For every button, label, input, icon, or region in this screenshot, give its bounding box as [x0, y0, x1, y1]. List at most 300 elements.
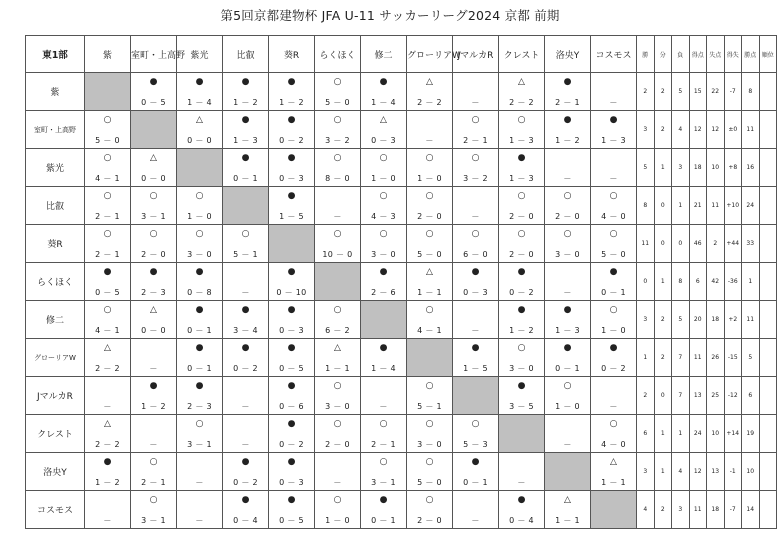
result-mark: ●	[195, 77, 204, 87]
result-mark: ○	[333, 77, 342, 87]
result-mark: ●	[379, 77, 388, 87]
result-cell	[269, 149, 315, 187]
result-mark: △	[610, 457, 617, 467]
league-table	[25, 35, 777, 529]
result-cell	[545, 339, 591, 377]
stat-cell: 11	[742, 301, 760, 339]
result-cell	[131, 149, 177, 187]
match-score: 0 － 1	[463, 478, 488, 487]
stat-cell: +44	[724, 225, 742, 263]
result-cell	[453, 301, 499, 339]
result-cell	[131, 415, 177, 453]
result-mark: ○	[563, 381, 572, 391]
result-cell	[545, 491, 591, 529]
team-name: 紫光	[26, 149, 85, 187]
result-cell	[177, 491, 223, 529]
result-mark: ○	[103, 229, 112, 239]
result-mark: ○	[149, 229, 158, 239]
stat-cell: 2	[654, 491, 672, 529]
result-cell	[269, 491, 315, 529]
result-cell	[545, 73, 591, 111]
result-mark: ●	[241, 77, 250, 87]
match-score: 1 － 5	[463, 364, 488, 373]
result-cell	[591, 339, 637, 377]
result-cell	[223, 415, 269, 453]
match-score: 1 － 2	[233, 98, 258, 107]
self-match-cell	[131, 111, 177, 149]
result-cell	[499, 263, 545, 301]
result-cell	[177, 73, 223, 111]
match-score: 0 － 1	[371, 516, 396, 525]
stat-cell: 33	[742, 225, 760, 263]
self-match-cell	[453, 377, 499, 415]
match-score: －	[609, 174, 618, 183]
result-cell	[177, 415, 223, 453]
result-mark: ○	[379, 457, 388, 467]
stat-cell: 8	[742, 73, 760, 111]
result-mark: ○	[517, 229, 526, 239]
stat-cell: -1	[724, 453, 742, 491]
column-header: グローリアW	[407, 36, 453, 73]
stat-cell: 7	[672, 377, 690, 415]
match-score: 1 － 0	[187, 212, 212, 221]
result-cell	[591, 73, 637, 111]
result-mark: ●	[241, 343, 250, 353]
result-mark: ○	[471, 153, 480, 163]
result-cell	[177, 225, 223, 263]
match-score: 2 － 0	[417, 212, 442, 221]
match-score: 1 － 0	[555, 402, 580, 411]
result-mark: ○	[195, 191, 204, 201]
result-cell	[361, 377, 407, 415]
result-cell	[361, 73, 407, 111]
result-mark: ○	[379, 419, 388, 429]
result-mark: ●	[287, 457, 296, 467]
result-cell	[591, 415, 637, 453]
result-mark: ○	[609, 419, 618, 429]
stat-cell: +10	[724, 187, 742, 225]
match-score: 1 － 3	[509, 136, 534, 145]
match-score: －	[379, 402, 388, 411]
result-cell	[131, 187, 177, 225]
team-name: クレスト	[26, 415, 85, 453]
match-score: 5 － 0	[601, 250, 626, 259]
match-score: 3 － 1	[141, 516, 166, 525]
stat-header: 得失	[724, 36, 742, 73]
stat-cell: 0	[654, 187, 672, 225]
result-cell	[315, 339, 361, 377]
stat-cell: 2	[637, 377, 655, 415]
team-row	[26, 149, 777, 187]
match-score: 4 － 0	[601, 440, 626, 449]
stat-cell: 22	[707, 73, 725, 111]
match-score: －	[471, 212, 480, 221]
stat-cell	[759, 491, 777, 529]
stat-header: 勝点	[742, 36, 760, 73]
result-mark: ●	[287, 153, 296, 163]
result-cell	[131, 339, 177, 377]
result-cell	[315, 149, 361, 187]
match-score: 1 － 0	[417, 174, 442, 183]
match-score: 2 － 2	[417, 98, 442, 107]
match-score: 0 － 0	[141, 174, 166, 183]
team-name: らくほく	[26, 263, 85, 301]
match-score: －	[333, 212, 342, 221]
result-mark: ●	[103, 457, 112, 467]
result-cell	[223, 263, 269, 301]
self-match-cell	[223, 187, 269, 225]
result-cell	[453, 111, 499, 149]
match-score: －	[149, 440, 158, 449]
result-mark: ●	[563, 115, 572, 125]
match-score: 5 － 1	[233, 250, 258, 259]
result-cell	[269, 339, 315, 377]
result-cell	[131, 73, 177, 111]
match-score: 2 － 1	[95, 250, 120, 259]
stat-cell: 18	[689, 149, 707, 187]
result-mark: ●	[517, 381, 526, 391]
result-mark: ●	[241, 115, 250, 125]
match-score: －	[425, 136, 434, 145]
result-cell	[591, 225, 637, 263]
team-row	[26, 453, 777, 491]
team-row	[26, 415, 777, 453]
team-name: 紫	[26, 73, 85, 111]
stat-cell: 1	[654, 415, 672, 453]
result-cell	[545, 149, 591, 187]
match-score: 2 － 3	[187, 402, 212, 411]
result-mark: ●	[195, 267, 204, 277]
team-name: 葵R	[26, 225, 85, 263]
result-mark: ●	[195, 381, 204, 391]
stat-cell	[759, 111, 777, 149]
result-mark: ●	[563, 343, 572, 353]
stat-cell: 46	[689, 225, 707, 263]
result-mark: ○	[379, 229, 388, 239]
stat-cell: 5	[742, 339, 760, 377]
stat-cell	[759, 377, 777, 415]
match-score: 0 － 3	[279, 478, 304, 487]
result-cell	[177, 187, 223, 225]
match-score: 2 － 1	[95, 212, 120, 221]
stat-cell: 3	[637, 453, 655, 491]
match-score: 1 － 1	[601, 478, 626, 487]
result-cell	[177, 339, 223, 377]
result-mark: ○	[517, 191, 526, 201]
stat-cell: 1	[654, 149, 672, 187]
result-mark: ●	[149, 267, 158, 277]
stat-cell	[759, 225, 777, 263]
match-score: 0 － 5	[279, 364, 304, 373]
match-score: 1 － 2	[509, 326, 534, 335]
match-score: 3 － 5	[509, 402, 534, 411]
team-name: 修二	[26, 301, 85, 339]
stat-cell: 0	[654, 377, 672, 415]
stat-header: 順位	[759, 36, 777, 73]
result-mark: ○	[103, 115, 112, 125]
match-score: 1 － 4	[371, 364, 396, 373]
result-cell	[223, 73, 269, 111]
result-cell	[223, 491, 269, 529]
stat-cell: 0	[672, 225, 690, 263]
stat-cell: ±0	[724, 111, 742, 149]
result-cell	[499, 339, 545, 377]
result-mark: ○	[379, 153, 388, 163]
match-score: 1 － 3	[233, 136, 258, 145]
match-score: 3 － 1	[371, 478, 396, 487]
result-cell	[315, 187, 361, 225]
result-cell	[223, 339, 269, 377]
result-cell	[591, 111, 637, 149]
result-cell	[499, 377, 545, 415]
result-cell	[315, 73, 361, 111]
column-header: 葵R	[269, 36, 315, 73]
result-cell	[453, 73, 499, 111]
team-row	[26, 73, 777, 111]
match-score: －	[241, 288, 250, 297]
stat-cell: 10	[707, 149, 725, 187]
result-cell	[545, 415, 591, 453]
team-name: JマルカR	[26, 377, 85, 415]
result-mark: ●	[609, 267, 618, 277]
match-score: 1 － 1	[417, 288, 442, 297]
result-cell	[499, 301, 545, 339]
result-mark: △	[196, 115, 203, 125]
stat-cell: +2	[724, 301, 742, 339]
result-mark: ○	[609, 229, 618, 239]
result-cell	[545, 187, 591, 225]
match-score: 3 － 1	[141, 212, 166, 221]
result-cell	[223, 225, 269, 263]
result-cell	[315, 301, 361, 339]
result-mark: ○	[471, 419, 480, 429]
match-score: －	[609, 402, 618, 411]
result-cell	[85, 187, 131, 225]
stat-cell: 12	[689, 453, 707, 491]
result-cell	[545, 263, 591, 301]
stat-header: 分	[654, 36, 672, 73]
result-mark: ○	[149, 457, 158, 467]
team-name: コスモス	[26, 491, 85, 529]
result-cell	[407, 73, 453, 111]
result-cell	[361, 491, 407, 529]
match-score: 2 － 0	[509, 212, 534, 221]
result-mark: ○	[517, 115, 526, 125]
team-name: グローリアW	[26, 339, 85, 377]
result-cell	[85, 491, 131, 529]
stat-cell: 6	[742, 377, 760, 415]
match-score: 0 － 5	[95, 288, 120, 297]
result-mark: ○	[425, 381, 434, 391]
self-match-cell	[85, 73, 131, 111]
match-score: 1 － 3	[509, 174, 534, 183]
match-score: 0 － 2	[233, 478, 258, 487]
result-cell	[545, 225, 591, 263]
team-row	[26, 225, 777, 263]
result-mark: △	[564, 495, 571, 505]
stat-cell	[759, 263, 777, 301]
result-mark: △	[518, 77, 525, 87]
result-cell	[177, 263, 223, 301]
result-mark: ○	[333, 495, 342, 505]
result-mark: ○	[425, 419, 434, 429]
result-cell	[407, 149, 453, 187]
result-cell	[453, 263, 499, 301]
result-mark: ○	[425, 457, 434, 467]
match-score: 10 － 0	[322, 250, 353, 259]
result-mark: ●	[287, 115, 296, 125]
result-mark: ○	[425, 495, 434, 505]
match-score: 0 － 1	[187, 364, 212, 373]
result-cell	[177, 377, 223, 415]
result-mark: ○	[609, 191, 618, 201]
match-score: 0 － 5	[279, 516, 304, 525]
result-cell	[131, 263, 177, 301]
match-score: 0 － 2	[601, 364, 626, 373]
stat-header: 得点	[689, 36, 707, 73]
result-cell	[499, 73, 545, 111]
result-mark: ●	[563, 77, 572, 87]
result-cell	[85, 339, 131, 377]
stat-cell: 4	[672, 453, 690, 491]
result-cell	[453, 415, 499, 453]
match-score: 4 － 0	[601, 212, 626, 221]
team-row	[26, 491, 777, 529]
match-score: 6 － 0	[463, 250, 488, 259]
self-match-cell	[315, 263, 361, 301]
match-score: 5 － 3	[463, 440, 488, 449]
result-mark: ○	[425, 153, 434, 163]
column-header: 紫光	[177, 36, 223, 73]
match-score: 2 － 6	[371, 288, 396, 297]
stat-cell: 12	[707, 111, 725, 149]
stat-header: 負	[672, 36, 690, 73]
self-match-cell	[591, 491, 637, 529]
result-mark: ○	[425, 191, 434, 201]
stat-cell: -15	[724, 339, 742, 377]
result-mark: ●	[609, 343, 618, 353]
result-mark: ●	[287, 191, 296, 201]
match-score: 1 － 0	[371, 174, 396, 183]
result-cell	[361, 339, 407, 377]
team-name: 室町・上高野	[26, 111, 85, 149]
match-score: －	[609, 98, 618, 107]
match-score: －	[563, 440, 572, 449]
result-cell	[131, 491, 177, 529]
stat-cell: 2	[654, 111, 672, 149]
result-cell	[131, 453, 177, 491]
result-mark: ●	[287, 343, 296, 353]
result-mark: ○	[333, 419, 342, 429]
column-header: コスモス	[591, 36, 637, 73]
column-header: 紫	[85, 36, 131, 73]
result-cell	[545, 301, 591, 339]
result-mark: ○	[563, 191, 572, 201]
match-score: 0 － 2	[279, 440, 304, 449]
match-score: 4 － 3	[371, 212, 396, 221]
stat-cell: 13	[707, 453, 725, 491]
result-mark: △	[150, 153, 157, 163]
result-mark: ○	[103, 191, 112, 201]
match-score: 5 － 1	[417, 402, 442, 411]
result-mark: ○	[333, 229, 342, 239]
result-cell	[407, 415, 453, 453]
result-mark: ○	[563, 229, 572, 239]
match-score: 0 － 5	[141, 98, 166, 107]
result-mark: ●	[379, 343, 388, 353]
result-cell	[407, 187, 453, 225]
result-mark: ●	[287, 419, 296, 429]
stat-cell: 12	[689, 111, 707, 149]
stat-cell: 2	[654, 73, 672, 111]
result-mark: ●	[471, 457, 480, 467]
match-score: 3 － 1	[187, 440, 212, 449]
result-cell	[499, 111, 545, 149]
result-mark: ●	[379, 495, 388, 505]
column-header: JマルカR	[453, 36, 499, 73]
result-cell	[407, 225, 453, 263]
result-cell	[361, 225, 407, 263]
match-score: 0 － 3	[371, 136, 396, 145]
result-mark: ●	[241, 457, 250, 467]
result-cell	[269, 73, 315, 111]
result-mark: ○	[195, 419, 204, 429]
result-mark: ○	[149, 191, 158, 201]
result-mark: ●	[195, 343, 204, 353]
stat-cell: 11	[689, 491, 707, 529]
match-score: 1 － 2	[555, 136, 580, 145]
result-mark: ○	[425, 305, 434, 315]
match-score: 4 － 1	[95, 326, 120, 335]
column-header: らくほく	[315, 36, 361, 73]
result-cell	[177, 111, 223, 149]
stat-cell: 8	[637, 187, 655, 225]
match-score: 2 － 0	[509, 250, 534, 259]
stat-cell: 15	[689, 73, 707, 111]
match-score: 2 － 2	[95, 440, 120, 449]
match-score: 2 － 1	[371, 440, 396, 449]
column-header: 洛央Y	[545, 36, 591, 73]
result-mark: ●	[287, 495, 296, 505]
match-score: 2 － 0	[555, 212, 580, 221]
stat-cell: 8	[672, 263, 690, 301]
result-cell	[269, 415, 315, 453]
result-cell	[407, 491, 453, 529]
result-mark: ○	[149, 495, 158, 505]
result-cell	[269, 187, 315, 225]
stat-cell: 20	[689, 301, 707, 339]
match-score: 0 － 0	[187, 136, 212, 145]
result-cell	[85, 149, 131, 187]
stat-cell	[759, 187, 777, 225]
stat-cell	[759, 339, 777, 377]
match-score: 3 － 2	[463, 174, 488, 183]
result-cell	[315, 453, 361, 491]
result-cell	[545, 111, 591, 149]
self-match-cell	[361, 301, 407, 339]
result-cell	[407, 263, 453, 301]
result-cell	[223, 453, 269, 491]
match-score: 3 － 0	[509, 364, 534, 373]
match-score: 3 － 0	[371, 250, 396, 259]
match-score: 0 － 4	[509, 516, 534, 525]
result-cell	[453, 149, 499, 187]
stat-cell: 24	[689, 415, 707, 453]
match-score: 2 － 1	[463, 136, 488, 145]
match-score: 2 － 0	[417, 516, 442, 525]
match-score: 8 － 0	[325, 174, 350, 183]
result-mark: ●	[149, 77, 158, 87]
